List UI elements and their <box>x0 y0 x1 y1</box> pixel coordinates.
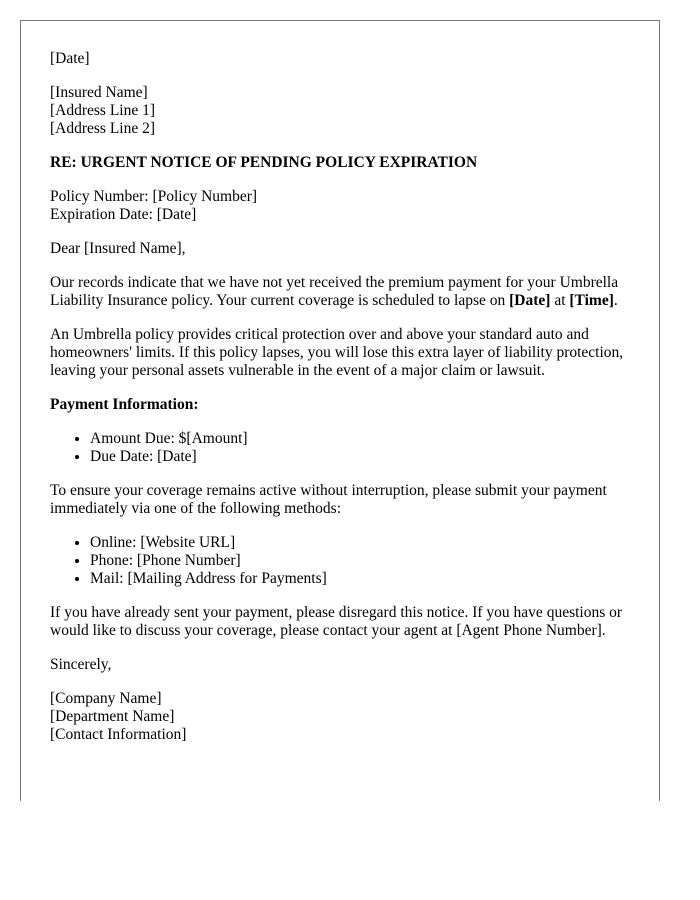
payment-methods-list <box>50 534 650 588</box>
payment-method-phone: • Phone: [Phone Number] <box>90 552 650 570</box>
recipient-name: [Insured Name] <box>50 84 148 101</box>
letter-body <box>50 50 650 760</box>
recipient-address-line-1: [Address Line 1] <box>50 102 156 119</box>
recipient-block <box>50 84 650 138</box>
lapse-time: [Time] <box>569 292 614 309</box>
paragraph-payment-instructions: To ensure your coverage remains active without interruption, please submit your payment immediately via one of the following methods: <box>50 482 607 517</box>
closing: Sincerely, <box>50 656 112 673</box>
date-line: [Date] <box>50 50 90 67</box>
payment-method-mail: • Mail: [Mailing Address for Payments] <box>90 570 650 588</box>
lapse-date: [Date] <box>509 292 551 309</box>
premium-notice-end: . <box>613 292 618 309</box>
payment-info-list <box>50 430 650 466</box>
expiration-date: Expiration Date: [Date] <box>50 206 197 223</box>
paragraph-umbrella-explanation: An Umbrella policy provides critical protection over and above your standard auto and homeowners' limits. If this policy lapses, you will lose this extra layer of liability protection, leaving your personal assets vulnerable in the event of a major claim or lawsuit. <box>50 326 624 379</box>
payment-info-heading: Payment Information: <box>50 396 199 413</box>
payment-info-item-amount: • Amount Due: $[Amount] <box>90 430 650 448</box>
premium-notice-at: at <box>550 292 570 309</box>
signature-block <box>50 690 650 744</box>
policy-details <box>50 188 650 224</box>
policy-number: Policy Number: [Policy Number] <box>50 188 258 205</box>
paragraph-disregard-notice: If you have already sent your payment, please disregard this notice. If you have questions or would like to discuss your coverage, please contact your agent at [Agent Phone Number]. <box>50 604 623 639</box>
letter-frame <box>20 20 660 801</box>
premium-notice-text: Our records indicate that we have not yet received the premium payment for your Umbrella Liability Insurance policy. Your current coverage is scheduled to lapse on <box>50 274 619 309</box>
payment-method-online: • Online: [Website URL] <box>90 534 650 552</box>
signature-department: [Department Name] <box>50 708 175 725</box>
signature-company: [Company Name] <box>50 690 162 707</box>
salutation: Dear [Insured Name], <box>50 240 186 257</box>
recipient-address-line-2: [Address Line 2] <box>50 120 156 137</box>
subject-line: RE: URGENT NOTICE OF PENDING POLICY EXPIRATION <box>50 154 478 171</box>
paragraph-premium-notice <box>50 274 650 310</box>
signature-contact: [Contact Information] <box>50 726 187 743</box>
payment-info-item-due-date: • Due Date: [Date] <box>90 448 650 466</box>
